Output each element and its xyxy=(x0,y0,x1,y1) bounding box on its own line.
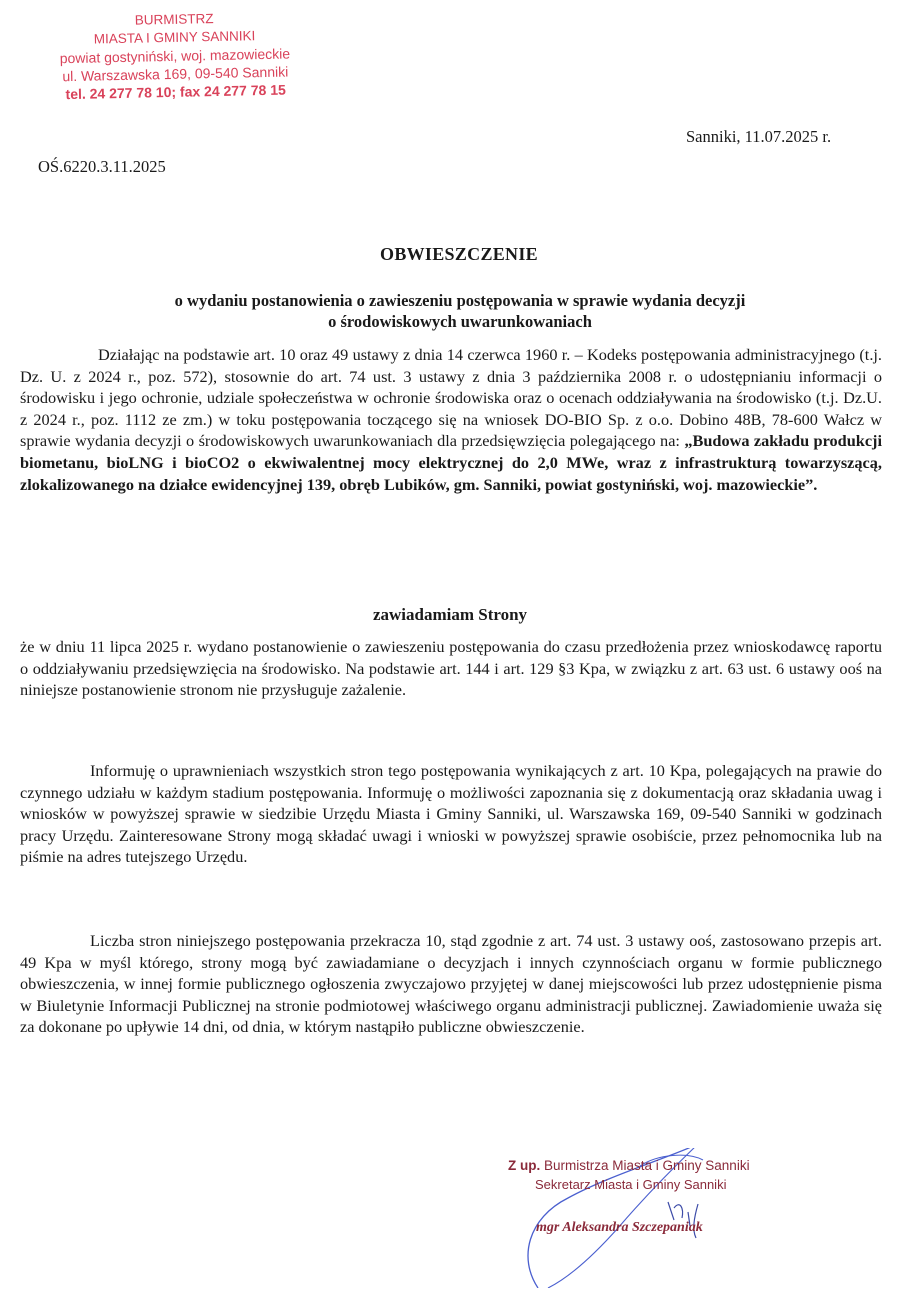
stamp-line-phone: tel. 24 277 78 10; fax 24 277 78 15 xyxy=(65,81,286,103)
signature-prefix: Z up. xyxy=(508,1158,541,1173)
signature-name: mgr Aleksandra Szczepaniak xyxy=(536,1220,703,1235)
paragraph-decision: że w dniu 11 lipca 2025 r. wydano postanowienie o zawieszeniu postępowania do czasu przedłożenia przez wnioskodawcę raportu o oddziaływaniu przedsięwzięcia na środowisko. Na podstawie art. 144 i art. 129 §3 Kpa, w związku z art. 63 ust. 6 ustawy ooś na niniejsze postanowienie stronom nie przysługuje zażalenie. xyxy=(20,637,882,700)
document-title: OBWIESZCZENIE xyxy=(380,244,538,264)
paragraph-legal-basis xyxy=(20,344,882,495)
paragraph-rights: Informuję o uprawnieniach wszystkich stron tego postępowania wynikających z art. 10 Kpa, polegających na prawie do czynnego udziału w każdym stadium postępowania. Informuję o możliwości zapoznania się z dokumentacją oraz składania uwag i wniosków w powyższej sprawie w siedzibie Urzędu Miasta i Gminy Sanniki, ul. Warszawska 169, 09-540 Sanniki w godzinach pracy Urzędu. Zainteresowane Strony mogą składać uwagi i wnioski w powyższej sprawie osobiście, przez pełnomocnika lub na piśmie na adres tutejszego Urzędu. xyxy=(20,761,882,867)
document-subtitle xyxy=(70,290,850,332)
paragraph-public-notice: Liczba stron niniejszego postępowania przekracza 10, stąd zgodnie z art. 74 ust. 3 ustawy ooś, zastosowano przepis art. 49 Kpa w myśl którego, strony mogą być zawiadamiane o decyzjach i innych czynnościach organu w formie publicznego obwieszczenia, w innej formie publicznego ogłoszenia zwyczajowo przyjętej w danej miejscowości lub przez udostępnienie pisma w Biuletynie Informacji Publicznej na stronie podmiotowej właściwego organu administracji publicznej. Zawiadomienie uważa się za dokonane po upływie 14 dni, od dnia, w którym nastąpiło publiczne obwieszczenie. xyxy=(20,931,882,1037)
stamp-line-title: BURMISTRZ xyxy=(134,11,214,28)
stamp-line-district: powiat gostyniński, woj. mazowieckie xyxy=(59,45,291,67)
signature-office: Burmistrza Miasta i Gminy Sanniki xyxy=(544,1158,750,1173)
reference-number: OŚ.6220.3.11.2025 xyxy=(38,157,166,176)
signature-line-1 xyxy=(508,1158,750,1173)
subtitle-line-1: o wydaniu postanowienia o zawieszeniu postępowania w sprawie wydania decyzji xyxy=(174,291,746,310)
subtitle-line-2: o środowiskowych uwarunkowaniach xyxy=(328,312,592,331)
signature-line-2: Sekretarz Miasta i Gminy Sanniki xyxy=(535,1177,727,1192)
project-name: „Budowa zakładu produkcji biometanu, bioLNG i bioCO2 o ekwiwalentnej mocy elektrycznej do 2,0 MWe, wraz z infrastrukturą towarzyszącą, zlokalizowanego na działce ewidencyjnej 139, obręb Lubików, gm. Sanniki, powiat gostyniński, woj. mazowieckie”. xyxy=(20,431,883,494)
notification-heading: zawiadamiam Strony xyxy=(372,605,528,624)
legal-basis-text: Działając na podstawie art. 10 oraz 49 ustawy z dnia 14 czerwca 1960 r. – Kodeks postępowania administracyjnego (t.j. Dz. U. z 2024 r., poz. 572), stosownie do art. 74 ust. 3 ustawy z dnia 3 października 2008 r. o udostępnianiu informacji o środowisku i jego ochronie, udziale społeczeństwa w ochronie środowiska oraz o ocenach oddziaływania na środowisko (t.j. Dz.U. z 2024 r., poz. 1112 ze zm.) w toku postępowania toczącego się na wniosek DO-BIO Sp. z o.o. Dobino 48B, 78-600 Wałcz w sprawie wydania decyzji o środowiskowych uwarunkowaniach dla przedsięwzięcia polegającego na: xyxy=(20,345,882,451)
place-date: Sanniki, 11.07.2025 r. xyxy=(686,127,832,146)
stamp-line-address: ul. Warszawska 169, 09-540 Sanniki xyxy=(62,63,289,85)
office-stamp xyxy=(24,8,326,104)
stamp-line-office: MIASTA I GMINY SANNIKI xyxy=(93,28,256,47)
signature-block xyxy=(498,1148,798,1288)
